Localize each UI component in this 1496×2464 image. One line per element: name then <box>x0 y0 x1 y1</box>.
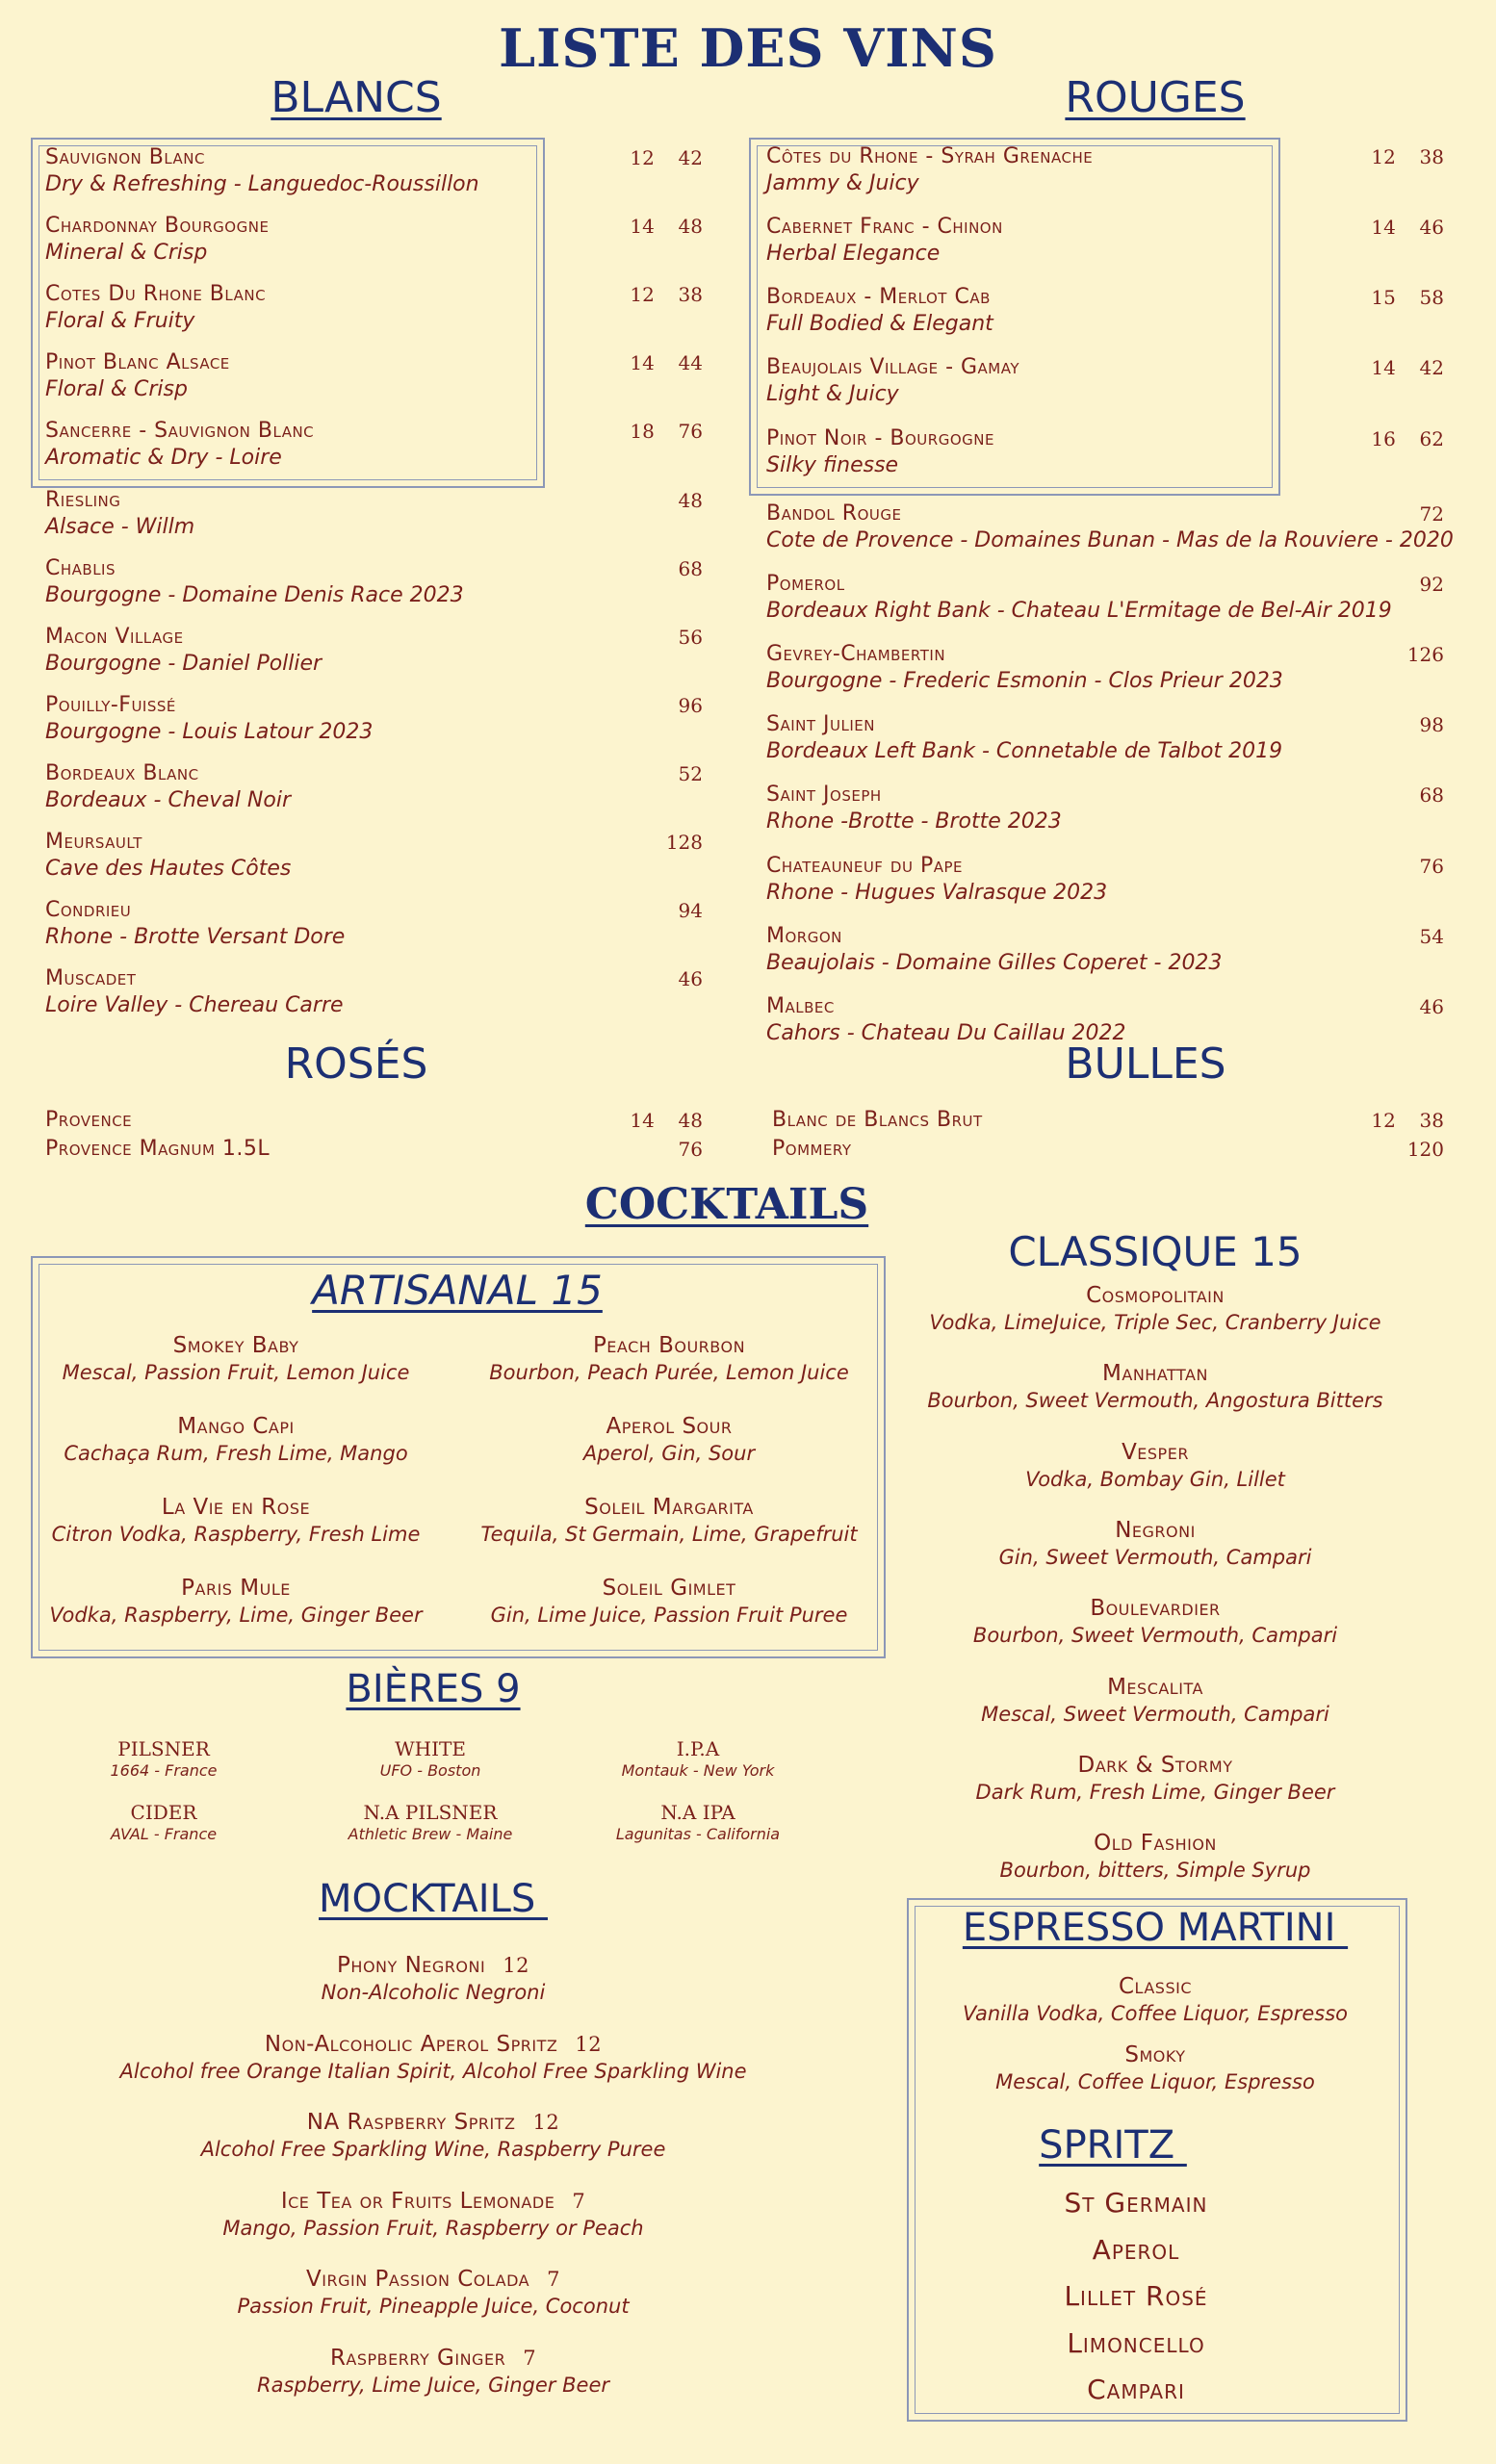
espresso-item <box>910 2041 1401 2095</box>
mocktail-item <box>48 2031 818 2085</box>
cocktail-item <box>457 1332 881 1386</box>
mocktail-price: 12 <box>575 2032 603 2056</box>
spritz-item: Limoncello <box>1067 2326 1205 2359</box>
wine-description: Bourgogne - Domaine Denis Race 2023 <box>45 583 464 607</box>
wine-price: 12 38 <box>1371 1109 1444 1132</box>
mocktails-heading: MOCKTAILS <box>319 1877 548 1921</box>
wine-item <box>766 354 1019 408</box>
mocktail-name: Non-Alcoholic Aperol Spritz <box>264 2031 558 2057</box>
wine-item <box>45 965 344 1019</box>
wine-description: Bordeaux Left Bank - Connetable de Talbot 2019 <box>766 739 1283 763</box>
cocktail-ingredients: Aperol, Gin, Sour <box>582 1442 756 1465</box>
cocktail-ingredients: Gin, Lime Juice, Passion Fruit Puree <box>490 1604 848 1627</box>
cocktail-ingredients: Gin, Sweet Vermouth, Campari <box>998 1545 1312 1569</box>
mocktail-ingredients: Non-Alcoholic Negroni <box>321 1981 546 2004</box>
mocktail-item <box>48 1952 818 2006</box>
wine-item <box>766 782 1062 835</box>
wine-name: Cotes Du Rhone Blanc <box>45 282 267 306</box>
beer-origin: AVAL - France <box>110 1825 218 1843</box>
cocktail-item <box>910 1674 1401 1728</box>
cocktail-name: Peach Bourbon <box>592 1333 746 1358</box>
wine-description: Bordeaux Right Bank - Chateau L'Ermitage de Bel-Air 2019 <box>766 599 1392 623</box>
wine-price: 18 76 <box>630 420 703 443</box>
cocktail-name: Dark & Stormy <box>1077 1752 1233 1778</box>
mocktail-title-line <box>48 2266 818 2293</box>
wine-price: 52 <box>678 762 703 785</box>
wine-description: Floral & Crisp <box>45 377 188 401</box>
mocktail-name: Raspberry Ginger <box>329 2345 506 2371</box>
rouges-heading: ROUGES <box>1065 73 1246 122</box>
wine-name: Sauvignon Blanc <box>45 145 206 169</box>
cocktail-ingredients: Cachaça Rum, Fresh Lime, Mango <box>64 1442 408 1465</box>
wine-name: Chateauneuf du Pape <box>766 854 963 878</box>
beer-origin: Athletic Brew - Maine <box>348 1825 513 1843</box>
wine-name: Riesling <box>45 488 121 512</box>
cocktail-item <box>910 1282 1401 1336</box>
wine-description: Herbal Elegance <box>766 242 941 266</box>
mocktail-name: Ice Tea or Fruits Lemonade <box>280 2188 555 2214</box>
wine-price: 46 <box>1419 995 1444 1018</box>
wine-name: Saint Joseph <box>766 783 882 807</box>
beer-item <box>573 1800 823 1844</box>
wine-item <box>45 418 314 472</box>
blancs-heading: BLANCS <box>271 73 442 122</box>
cocktail-ingredients: Bourbon, Sweet Vermouth, Campari <box>972 1624 1338 1648</box>
wine-price: 46 <box>678 967 703 990</box>
cocktail-ingredients: Bourbon, Peach Purée, Lemon Juice <box>489 1361 849 1384</box>
wine-description: Rhone - Brotte Versant Dore <box>45 925 346 949</box>
mocktail-item <box>48 2188 818 2242</box>
wine-description: Jammy & Juicy <box>766 171 919 195</box>
cocktail-name: Soleil Margarita <box>584 1495 754 1520</box>
cocktail-name: Mango Capi <box>177 1414 295 1439</box>
mocktail-price: 7 <box>547 2268 560 2291</box>
cocktail-name: Smokey Baby <box>172 1333 299 1358</box>
spritz-heading: SPRITZ <box>1039 2123 1187 2168</box>
cocktail-ingredients: Bourbon, Sweet Vermouth, Angostura Bitters <box>927 1389 1383 1413</box>
wine-price: 16 62 <box>1371 427 1444 450</box>
espresso-item <box>910 1973 1401 2027</box>
wine-description: Rhone -Brotte - Brotte 2023 <box>766 809 1062 834</box>
beer-origin: Montauk - New York <box>621 1761 775 1780</box>
wine-item <box>766 500 1454 554</box>
mocktail-ingredients: Alcohol Free Sparkling Wine, Raspberry Puree <box>200 2138 666 2161</box>
cocktail-name: Boulevardier <box>1090 1596 1221 1622</box>
cocktail-name: Mescalita <box>1107 1674 1203 1700</box>
cocktail-item <box>24 1494 448 1548</box>
wine-name: Bandol Rouge <box>766 501 902 526</box>
artisanal-heading: ARTISANAL 15 <box>312 1267 603 1314</box>
cocktail-item <box>910 1752 1401 1806</box>
cocktail-name: Soleil Gimlet <box>602 1576 736 1601</box>
wine-description: Cahors - Chateau Du Caillau 2022 <box>766 1021 1126 1045</box>
beer-name: N.A IPA <box>660 1801 735 1824</box>
wine-item <box>45 349 230 403</box>
wine-price: 14 44 <box>630 351 703 374</box>
wine-price: 76 <box>678 1138 703 1161</box>
espresso-name: Smoky <box>1124 2042 1186 2067</box>
espresso-heading: ESPRESSO MARTINI <box>962 1906 1349 1950</box>
wine-name: Provence Magnum 1.5L <box>45 1137 271 1161</box>
wine-name: Provence <box>45 1108 133 1132</box>
wine-name: Chablis <box>45 556 116 580</box>
wine-name: Cabernet Franc - Chinon <box>766 215 1003 239</box>
wine-item <box>45 555 464 609</box>
mocktail-item <box>48 2345 818 2399</box>
cocktail-item <box>24 1575 448 1629</box>
wine-name: Macon Village <box>45 625 184 649</box>
wine-name: Bordeaux Blanc <box>45 761 199 785</box>
mocktail-item <box>48 2109 818 2163</box>
wine-price: 14 42 <box>1371 356 1444 379</box>
wine-description: Bourgogne - Frederic Esmonin - Clos Prieur 2023 <box>766 669 1283 693</box>
cocktail-ingredients: Mescal, Sweet Vermouth, Campari <box>981 1702 1329 1726</box>
wine-price: 92 <box>1419 573 1444 596</box>
espresso-name: Classic <box>1119 1974 1192 1999</box>
wine-item <box>45 760 291 814</box>
wine-description: Bourgogne - Louis Latour 2023 <box>45 720 374 744</box>
bieres-heading: BIÈRES 9 <box>346 1667 521 1711</box>
wine-name: Malbec <box>766 994 835 1018</box>
wine-price: 120 <box>1406 1138 1444 1161</box>
cocktail-ingredients: Tequila, St Germain, Lime, Grapefruit <box>480 1523 858 1546</box>
mocktail-ingredients: Passion Fruit, Pineapple Juice, Coconut <box>237 2295 630 2318</box>
spritz-item: Campari <box>1087 2374 1185 2405</box>
espresso-ingredients: Vanilla Vodka, Coffee Liquor, Espresso <box>962 2002 1349 2025</box>
cocktail-ingredients: Dark Rum, Fresh Lime, Ginger Beer <box>975 1780 1335 1804</box>
wine-price: 56 <box>678 626 703 649</box>
wine-item <box>766 923 1222 977</box>
mocktail-name: NA Raspberry Spritz <box>306 2110 516 2135</box>
wine-item <box>766 571 1392 625</box>
cocktail-item <box>24 1413 448 1467</box>
wine-name: Saint Julien <box>766 712 875 736</box>
wine-item <box>766 284 993 338</box>
wine-name: Pinot Noir - Bourgogne <box>766 426 994 450</box>
beer-name: CIDER <box>130 1801 197 1824</box>
wine-description: Mineral & Crisp <box>45 241 208 265</box>
cocktail-ingredients: Citron Vodka, Raspberry, Fresh Lime <box>51 1523 421 1546</box>
wine-description: Rhone - Hugues Valrasque 2023 <box>766 881 1108 905</box>
wine-price: 96 <box>678 694 703 717</box>
mocktail-ingredients: Mango, Passion Fruit, Raspberry or Peach <box>222 2216 644 2240</box>
cocktail-name: Paris Mule <box>181 1576 291 1601</box>
cocktail-item <box>910 1595 1401 1649</box>
cocktail-ingredients: Vodka, LimeJuice, Triple Sec, Cranberry Juice <box>929 1311 1381 1334</box>
cocktail-item <box>910 1830 1401 1884</box>
mocktail-title-line <box>48 1952 818 1979</box>
cocktail-item <box>910 1360 1401 1414</box>
mocktail-title-line <box>48 2188 818 2215</box>
wine-price: 68 <box>1419 783 1444 807</box>
classique-heading: CLASSIQUE 15 <box>1008 1228 1303 1275</box>
wine-description: Silky finesse <box>766 453 899 477</box>
wine-description: Dry & Refreshing - Languedoc-Roussillon <box>45 172 479 196</box>
mocktail-title-line <box>48 2109 818 2136</box>
mocktail-name: Phony Negroni <box>337 1953 486 1978</box>
wine-price: 12 42 <box>630 146 703 169</box>
spritz-item: Lillet Rosé <box>1064 2280 1208 2312</box>
beer-item <box>39 1800 289 1844</box>
mocktail-price: 7 <box>523 2346 537 2370</box>
wine-price: 12 38 <box>1371 145 1444 168</box>
wine-item <box>45 213 269 267</box>
wine-description: Bourgogne - Daniel Pollier <box>45 652 322 676</box>
wine-item <box>45 692 373 746</box>
wine-price: 72 <box>1419 502 1444 526</box>
cocktail-item <box>910 1517 1401 1571</box>
mocktail-ingredients: Raspberry, Lime Juice, Ginger Beer <box>257 2373 609 2397</box>
wine-item <box>45 281 266 335</box>
wine-price: 15 58 <box>1371 286 1444 309</box>
beer-item <box>573 1736 823 1781</box>
wine-description: Loire Valley - Chereau Carre <box>45 993 344 1017</box>
wine-name: Blanc de Blancs Brut <box>772 1108 983 1132</box>
beer-name: PILSNER <box>117 1737 210 1760</box>
cocktail-item <box>24 1332 448 1386</box>
wine-price: 94 <box>678 899 703 922</box>
wine-name: Morgon <box>766 924 842 948</box>
beer-origin: UFO - Boston <box>379 1761 481 1780</box>
cocktail-ingredients: Mescal, Passion Fruit, Lemon Juice <box>62 1361 410 1384</box>
cocktail-name: Manhattan <box>1102 1361 1208 1387</box>
cocktail-item <box>910 1439 1401 1493</box>
mocktail-price: 7 <box>572 2189 586 2213</box>
roses-heading: ROSÉS <box>284 1040 428 1089</box>
beer-item <box>39 1736 289 1781</box>
wine-name: Pinot Blanc Alsace <box>45 350 230 374</box>
wine-price: 14 48 <box>630 1109 703 1132</box>
wine-price: 76 <box>1419 855 1444 878</box>
wine-name: Chardonnay Bourgogne <box>45 214 270 238</box>
wine-item <box>766 641 1283 695</box>
wine-price: 126 <box>1406 643 1444 666</box>
beer-name: WHITE <box>395 1737 466 1760</box>
wine-price: 128 <box>665 831 703 854</box>
wine-description: Floral & Fruity <box>45 309 195 333</box>
wine-item <box>45 624 322 678</box>
wine-description: Cave des Hautes Côtes <box>45 857 292 881</box>
spritz-item: St Germain <box>1064 2187 1208 2219</box>
wine-name: Côtes du Rhone - Syrah Grenache <box>766 144 1094 168</box>
wine-description: Alsace - Willm <box>45 515 195 539</box>
wine-price: 14 46 <box>1371 216 1444 239</box>
wine-price: 54 <box>1419 925 1444 948</box>
beer-name: I.P.A <box>676 1737 720 1760</box>
cocktails-heading: COCKTAILS <box>584 1180 869 1229</box>
wine-name: Bordeaux - Merlot Cab <box>766 285 991 309</box>
wine-price: 98 <box>1419 713 1444 736</box>
mocktail-name: Virgin Passion Colada <box>306 2267 530 2292</box>
mocktail-title-line <box>48 2031 818 2058</box>
cocktail-ingredients: Bourbon, bitters, Simple Syrup <box>999 1859 1311 1883</box>
beer-item <box>305 1736 555 1781</box>
mocktail-item <box>48 2266 818 2320</box>
beer-item <box>305 1800 555 1844</box>
mocktail-price: 12 <box>503 1954 529 1977</box>
page-title: LISTE DES VINS <box>499 17 997 79</box>
wine-name: Muscadet <box>45 966 137 990</box>
wine-price: 68 <box>678 557 703 580</box>
wine-name: Pouilly-Fuissé <box>45 693 176 717</box>
wine-name: Condrieu <box>45 898 132 922</box>
wine-price: 14 48 <box>630 215 703 238</box>
beer-name: N.A PILSNER <box>363 1801 498 1824</box>
cocktail-name: La Vie en Rose <box>161 1495 311 1520</box>
cocktail-ingredients: Vodka, Bombay Gin, Lillet <box>1025 1467 1285 1491</box>
mocktail-title-line <box>48 2345 818 2372</box>
espresso-ingredients: Mescal, Coffee Liquor, Espresso <box>995 2070 1315 2093</box>
wine-name: Meursault <box>45 830 142 854</box>
beer-origin: 1664 - France <box>110 1761 218 1780</box>
wine-item <box>766 425 994 479</box>
cocktail-item <box>457 1575 881 1629</box>
bulles-heading: BULLES <box>1065 1040 1226 1089</box>
wine-item <box>766 143 1093 197</box>
wine-price: 12 38 <box>630 283 703 306</box>
wine-item <box>45 897 345 951</box>
wine-description: Cote de Provence - Domaines Bunan - Mas de la Rouviere - 2020 <box>766 528 1454 552</box>
wine-item <box>45 144 479 198</box>
wine-name: Beaujolais Village - Gamay <box>766 355 1020 379</box>
cocktail-name: Old Fashion <box>1094 1831 1217 1857</box>
wine-item <box>45 487 194 541</box>
beer-origin: Lagunitas - California <box>615 1825 781 1843</box>
cocktail-name: Negroni <box>1115 1517 1196 1543</box>
spritz-item: Aperol <box>1092 2233 1180 2266</box>
wine-description: Bordeaux - Cheval Noir <box>45 788 291 812</box>
wine-price: 48 <box>678 489 703 512</box>
wine-description: Full Bodied & Elegant <box>766 312 993 336</box>
wine-name: Gevrey-Chambertin <box>766 642 946 666</box>
wine-description: Light & Juicy <box>766 382 899 406</box>
wine-name: Pomerol <box>766 572 845 596</box>
cocktail-item <box>457 1494 881 1548</box>
cocktail-name: Cosmopolitain <box>1086 1283 1225 1308</box>
cocktail-item <box>457 1413 881 1467</box>
wine-item <box>766 214 1003 268</box>
mocktail-ingredients: Alcohol free Orange Italian Spirit, Alcohol Free Sparkling Wine <box>119 2059 747 2083</box>
cocktail-ingredients: Vodka, Raspberry, Lime, Ginger Beer <box>49 1604 423 1627</box>
cocktail-name: Vesper <box>1122 1439 1189 1465</box>
wine-item <box>766 711 1282 765</box>
mocktail-price: 12 <box>532 2111 560 2134</box>
wine-name: Sancerre - Sauvignon Blanc <box>45 419 315 443</box>
wine-name: Pommery <box>772 1137 852 1161</box>
cocktail-name: Aperol Sour <box>606 1414 733 1439</box>
wine-item <box>45 829 291 883</box>
wine-item <box>766 853 1107 907</box>
wine-description: Beaujolais - Domaine Gilles Coperet - 2023 <box>766 951 1223 975</box>
wine-description: Aromatic & Dry - Loire <box>45 446 282 470</box>
